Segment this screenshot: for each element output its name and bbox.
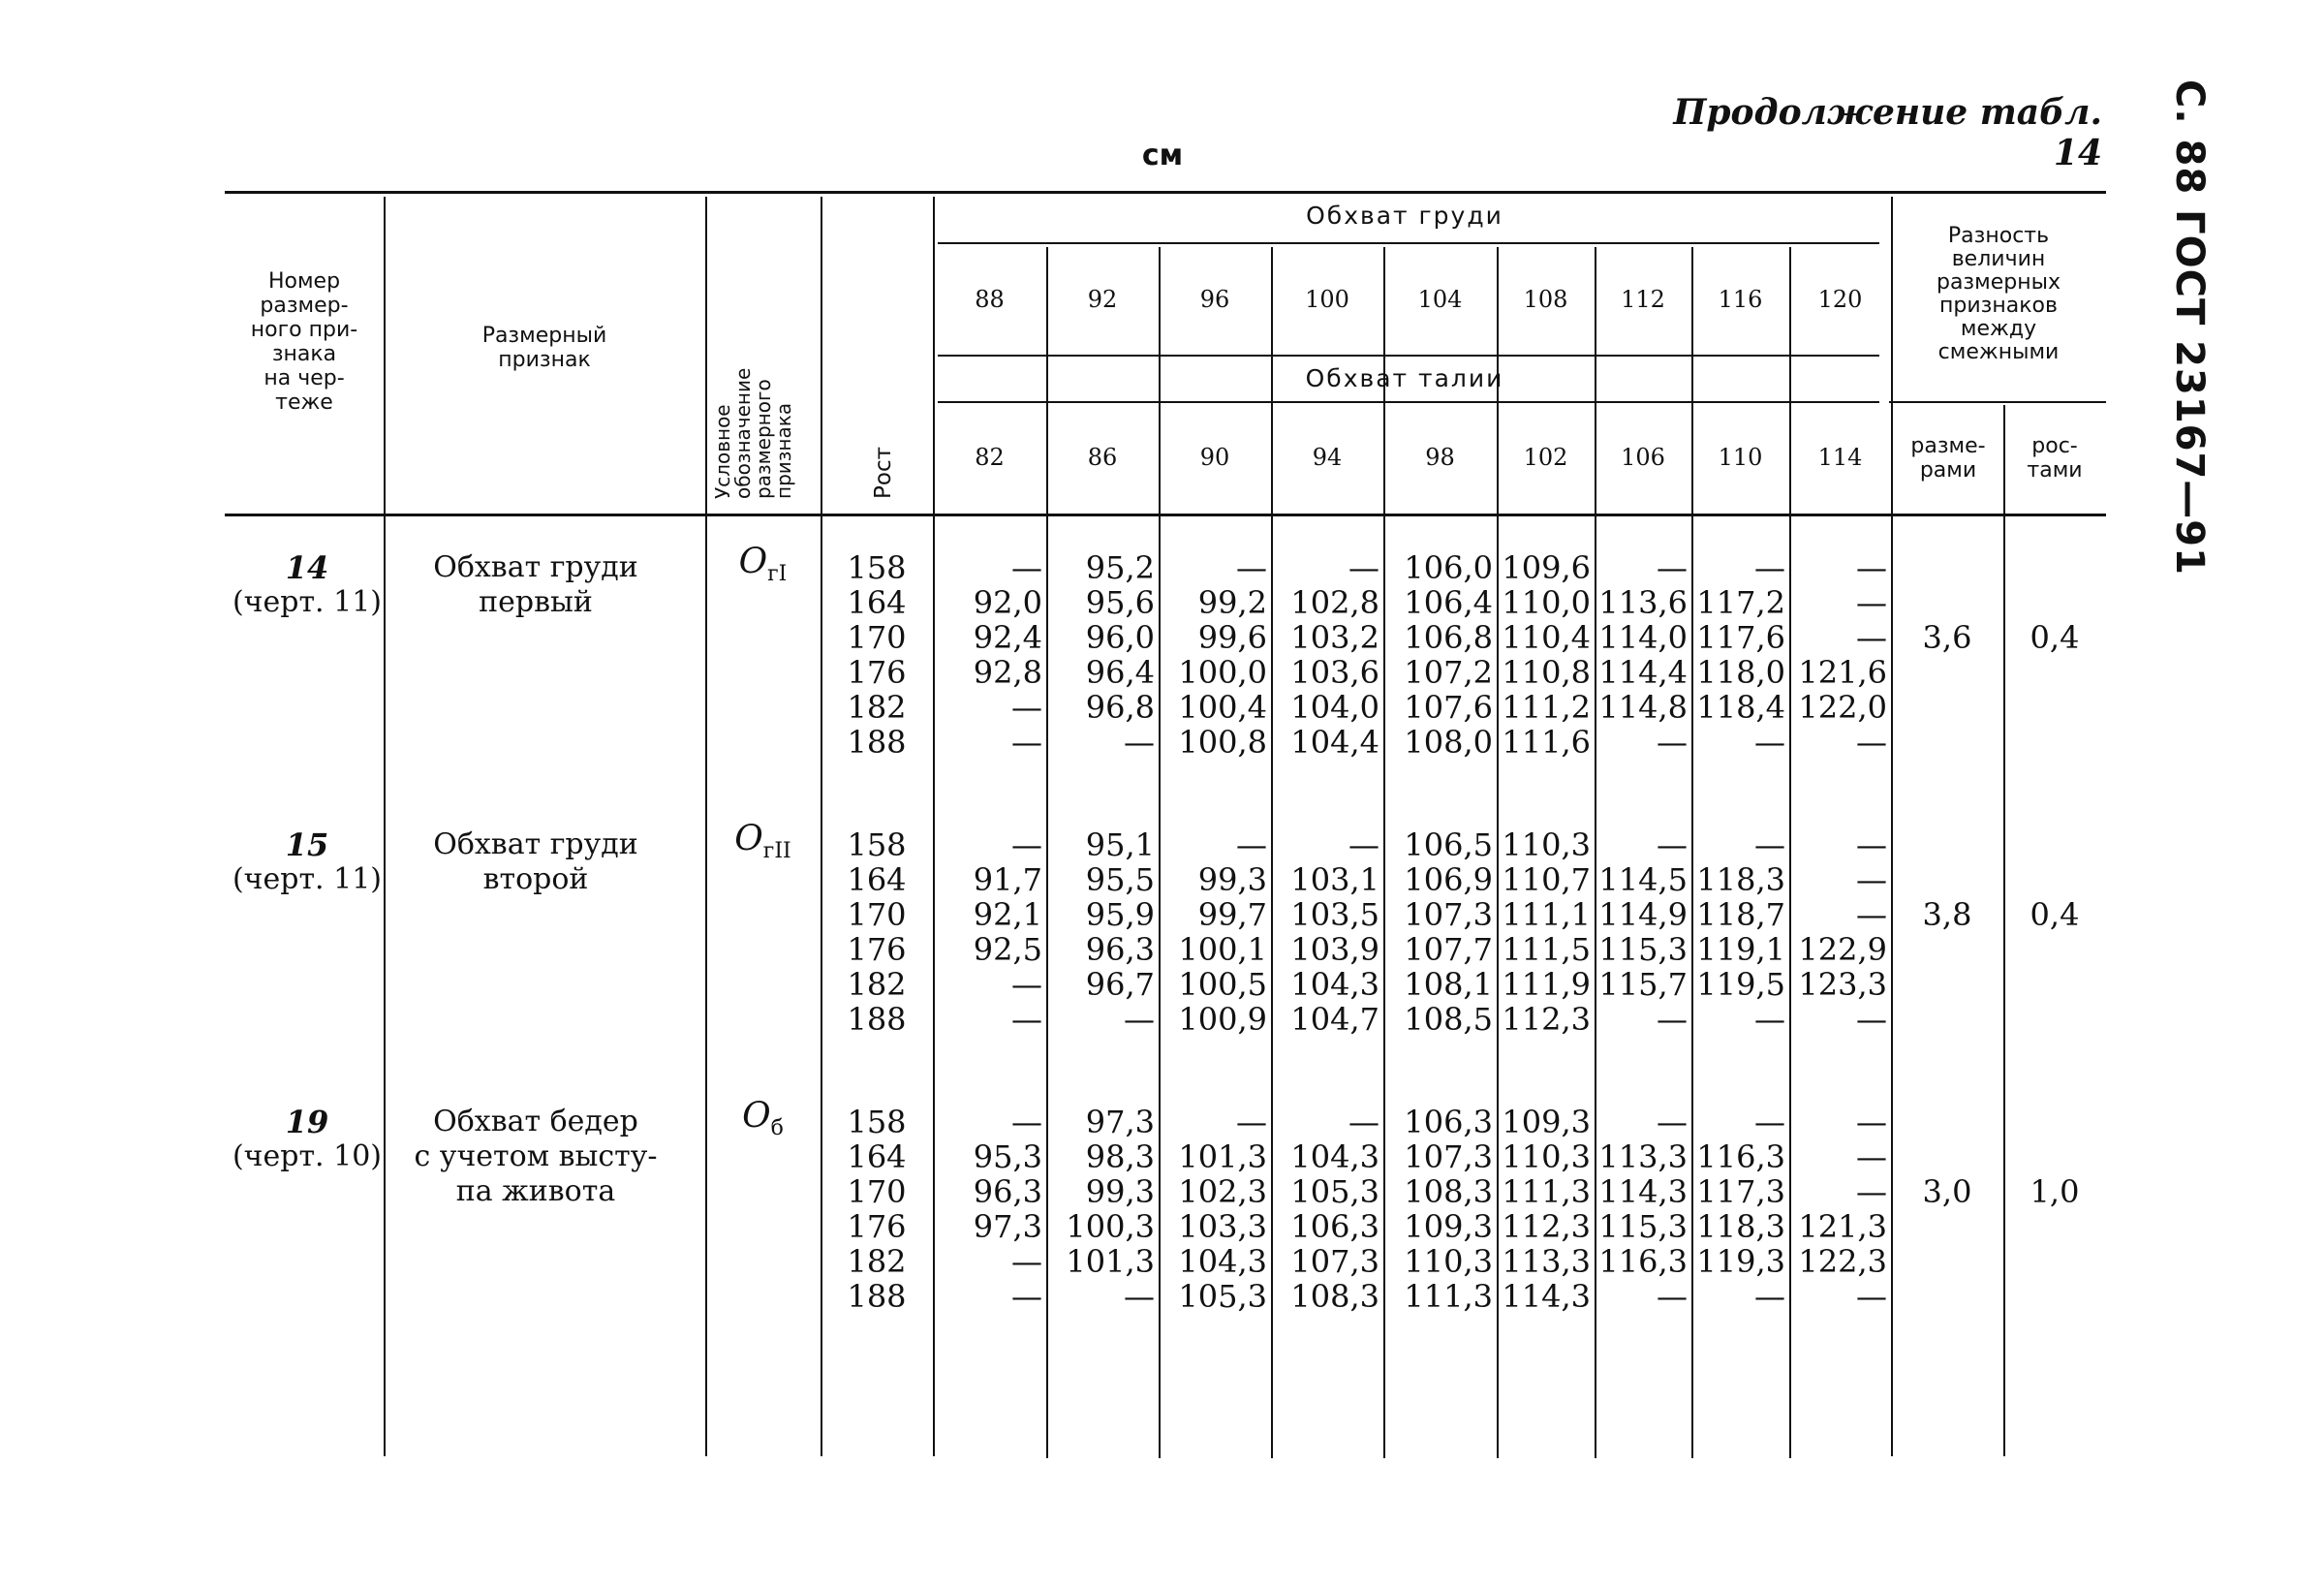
col-separator xyxy=(2003,405,2005,1456)
item-number xyxy=(225,550,389,620)
waist-size-value: 102 xyxy=(1523,444,1568,471)
header-symbol: Условное обозначение размерного признака xyxy=(711,367,795,499)
chest-size-value: 100 xyxy=(1305,286,1349,313)
feature-name: Обхват груди второй xyxy=(433,827,638,896)
size-value-column: — 113,6 114,0 114,4 114,8 — xyxy=(1598,549,1688,761)
size-value-column: — 103,1 103,5 103,9 104,3 104,7 xyxy=(1290,826,1379,1038)
waist-size-value: 110 xyxy=(1718,444,1763,471)
feature-name: Обхват бедер с учетом высту- па живота xyxy=(414,1105,658,1208)
size-value-column: — 113,3 114,3 115,3 116,3 — xyxy=(1598,1104,1688,1315)
height-column: 158 164 170 176 182 188 xyxy=(847,826,907,1038)
header-item-number: Номер размер- ного при- знака на чер- теже xyxy=(250,269,358,415)
height-column: 158 164 170 176 182 188 xyxy=(847,549,907,761)
size-value-column: — 99,2 99,6 100,0 100,4 100,8 xyxy=(1178,549,1267,761)
table-caption: Продолжение табл. 14 xyxy=(1673,92,2102,173)
chest-values-rule xyxy=(938,355,1879,357)
page-reference: С. 88 ГОСТ 23167—91 xyxy=(2167,79,2212,576)
feature-symbol xyxy=(707,542,819,592)
size-value-column: — 116,3 117,3 118,3 119,3 — xyxy=(1696,1104,1785,1315)
chest-size-value: 88 xyxy=(975,286,1005,313)
header-waist-group: Обхват талии xyxy=(1305,364,1504,392)
waist-size-value: 94 xyxy=(1312,444,1343,471)
size-value-column: — — — 122,9 123,3 — xyxy=(1798,826,1887,1038)
header-bottom-rule xyxy=(225,514,2106,516)
header-chest-group: Обхват груди xyxy=(1306,202,1503,230)
size-value-column: — 114,5 114,9 115,3 115,7 — xyxy=(1598,826,1688,1038)
size-value-column: 95,2 95,6 96,0 96,4 96,8 — xyxy=(1085,549,1155,761)
diff-between-sizes: 3,0 xyxy=(1922,1173,1972,1210)
item-number xyxy=(225,827,389,897)
size-value-column: 97,3 98,3 99,3 100,3 101,3 — xyxy=(1066,1104,1155,1315)
size-value-column: — 91,7 92,1 92,5 — — xyxy=(973,826,1042,1038)
diff-between-heights: 0,4 xyxy=(2030,896,2080,933)
symbol-letter: $О_{гI}$ xyxy=(738,542,788,587)
symbol-subscript: б xyxy=(770,1116,784,1141)
size-value-column: — 117,2 117,6 118,0 118,4 — xyxy=(1696,549,1785,761)
chest-size-value: 104 xyxy=(1417,286,1463,313)
diff-between-sizes: 3,8 xyxy=(1922,896,1972,933)
size-value-column: 106,0 106,4 106,8 107,2 107,6 108,0 xyxy=(1404,549,1493,761)
size-value-column: — 92,0 92,4 92,8 — — xyxy=(973,549,1042,761)
col-separator xyxy=(1891,197,1893,1456)
size-value-column: — 95,3 96,3 97,3 — — xyxy=(973,1104,1042,1315)
diff-group-rule xyxy=(1889,401,2106,403)
waist-group-rule xyxy=(938,401,1879,403)
chest-size-value: 96 xyxy=(1199,286,1230,313)
item-number-value: 19 xyxy=(285,1104,329,1140)
waist-size-value: 82 xyxy=(975,444,1005,471)
waist-size-value: 98 xyxy=(1425,444,1455,471)
header-height: Рост xyxy=(871,447,896,499)
size-value-column: 95,1 95,5 95,9 96,3 96,7 — xyxy=(1085,826,1155,1038)
symbol-letter: $О_{гII}$ xyxy=(734,819,791,864)
waist-size-value: 90 xyxy=(1199,444,1230,471)
header-feature: Размерный признак xyxy=(481,324,607,372)
unit-label: см xyxy=(1141,139,1184,172)
waist-size-value: 106 xyxy=(1621,444,1665,471)
size-value-column: — — — 121,3 122,3 — xyxy=(1798,1104,1887,1315)
size-value-column: — 101,3 102,3 103,3 104,3 105,3 xyxy=(1178,1104,1267,1315)
waist-size-value: 114 xyxy=(1817,444,1863,471)
col-separator xyxy=(384,197,386,1456)
header-diff-sizes: разме- рами xyxy=(1910,434,1986,483)
feature-name: Обхват груди первый xyxy=(433,550,638,619)
symbol-subscript: гI xyxy=(767,562,788,587)
size-value-column: 110,3 110,7 111,1 111,5 111,9 112,3 xyxy=(1502,826,1591,1038)
symbol-letter: $О_б$ xyxy=(742,1096,784,1141)
waist-size-value: 86 xyxy=(1087,444,1118,471)
size-value-column: 109,3 110,3 111,3 112,3 113,3 114,3 xyxy=(1502,1104,1591,1315)
size-value-column: — 118,3 118,7 119,1 119,5 — xyxy=(1696,826,1785,1038)
table-top-rule xyxy=(225,191,2106,194)
chest-group-rule xyxy=(938,242,1879,244)
size-value-column: — 102,8 103,2 103,6 104,0 104,4 xyxy=(1290,549,1379,761)
chest-size-value: 108 xyxy=(1523,286,1568,313)
height-column: 158 164 170 176 182 188 xyxy=(847,1104,907,1315)
diff-between-heights: 1,0 xyxy=(2030,1173,2080,1210)
chest-size-value: 112 xyxy=(1621,286,1665,313)
symbol-subscript: гII xyxy=(762,839,791,864)
item-number-value: 14 xyxy=(285,549,329,586)
size-value-column: — 99,3 99,7 100,1 100,5 100,9 xyxy=(1178,826,1267,1038)
size-value-column: 106,3 107,3 108,3 109,3 110,3 111,3 xyxy=(1404,1104,1493,1315)
item-number-value: 15 xyxy=(285,826,329,863)
col-separator xyxy=(821,197,822,1456)
chest-size-value: 120 xyxy=(1817,286,1863,313)
size-value-column: 106,5 106,9 107,3 107,7 108,1 108,5 xyxy=(1404,826,1493,1038)
size-value-column: — — — 121,6 122,0 — xyxy=(1798,549,1887,761)
item-number xyxy=(225,1105,389,1174)
header-diff-heights: рос- тами xyxy=(2027,434,2083,483)
feature-symbol xyxy=(707,1096,819,1146)
drawing-reference: (черт. 11) xyxy=(232,585,383,619)
size-value-column: — 104,3 105,3 106,3 107,3 108,3 xyxy=(1290,1104,1379,1315)
chest-size-value: 116 xyxy=(1718,286,1763,313)
diff-between-heights: 0,4 xyxy=(2030,619,2080,656)
size-value-column: 109,6 110,0 110,4 110,8 111,2 111,6 xyxy=(1502,549,1591,761)
chest-size-value: 92 xyxy=(1087,286,1118,313)
header-diff-group: Разность величин размерных признаков между смежными xyxy=(1936,224,2061,364)
feature-symbol xyxy=(707,819,819,869)
drawing-reference: (черт. 11) xyxy=(232,862,383,896)
diff-between-sizes: 3,6 xyxy=(1922,619,1972,656)
drawing-reference: (черт. 10) xyxy=(232,1139,383,1173)
